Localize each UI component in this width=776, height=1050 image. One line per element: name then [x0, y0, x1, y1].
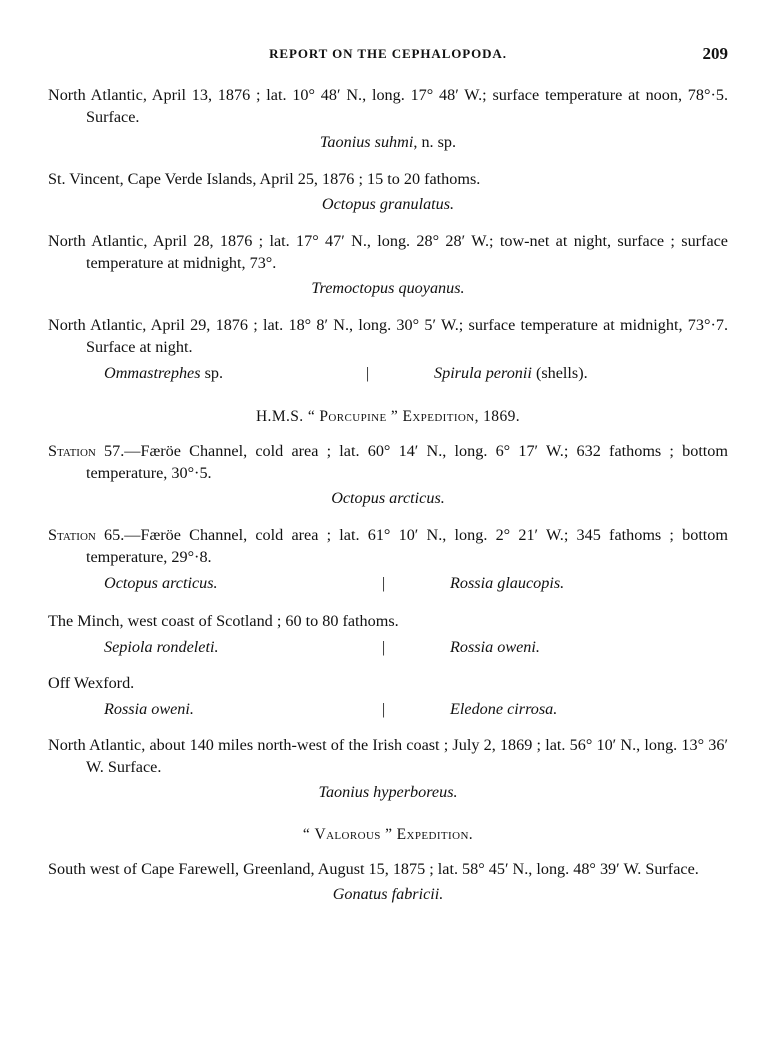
species-name: Taonius hyperboreus.	[318, 783, 458, 801]
section-heading-suffix: ” Expedition.	[380, 826, 474, 843]
species-name: Taonius suhmi	[319, 133, 414, 151]
species-left: Rossia oweni.	[104, 700, 194, 718]
section-heading-porcupine	[48, 408, 728, 426]
locality-text: North Atlantic, April 13, 1876 ; lat. 10° 48′ N., long. 17° 48′ W.; surface temperature at noon, 78°·5. Surface.	[48, 86, 728, 126]
running-title: REPORT ON THE CEPHALOPODA.	[269, 46, 507, 61]
species-line	[48, 276, 728, 300]
station-entry	[48, 314, 728, 386]
station-entry	[48, 440, 728, 510]
page-number: 209	[702, 44, 728, 63]
species-separator: |	[366, 364, 370, 382]
species-pair	[48, 570, 728, 596]
species-pair	[48, 696, 728, 722]
species-name: Octopus granulatus.	[321, 195, 455, 213]
station-entry	[48, 672, 728, 722]
running-head	[0, 44, 776, 66]
species-suffix: , n. sp.	[413, 133, 457, 151]
section-heading-suffix: ” Expedition, 1869.	[386, 408, 521, 425]
locality-text: The Minch, west coast of Scotland ; 60 to 80 fathoms.	[48, 612, 399, 630]
species-right: Rossia oweni.	[450, 638, 540, 656]
species-right: Eledone cirrosa.	[450, 700, 558, 718]
species-name: Spirula peronii	[434, 364, 532, 382]
species-left	[104, 360, 223, 386]
species-line	[48, 882, 728, 906]
station-entry	[48, 524, 728, 596]
species-left: Sepiola rondeleti.	[104, 638, 219, 656]
station-entry	[48, 168, 728, 216]
section-heading-name: Porcupine	[319, 408, 387, 425]
locality-text	[48, 440, 728, 484]
locality-text: St. Vincent, Cape Verde Islands, April 25, 1876 ; 15 to 20 fathoms.	[48, 170, 481, 188]
species-line	[48, 780, 728, 804]
species-separator: |	[382, 574, 386, 592]
station-entry	[48, 858, 728, 906]
species-right: Rossia glaucopis.	[450, 574, 565, 592]
section-heading-name: Valorous	[314, 826, 381, 843]
species-name: Tremoctopus quoyanus.	[311, 279, 465, 297]
station-entry	[48, 84, 728, 154]
locality-text: South west of Cape Farewell, Greenland, August 15, 1875 ; lat. 58° 45′ N., long. 48° 39′ W. Surface.	[48, 860, 699, 878]
section-heading-prefix: H.M.S. “	[255, 408, 320, 425]
station-label: Station	[48, 442, 96, 460]
locality-text: North Atlantic, April 28, 1876 ; lat. 17° 47′ N., long. 28° 28′ W.; tow-net at night, surface ; surface temperature at midnight, 73°.	[48, 232, 728, 272]
locality-detail: 65.—Færöe Channel, cold area ; lat. 61° 10′ N., long. 2° 21′ W.; 345 fathoms ; bottom temperature, 29°·8.	[86, 526, 728, 566]
station-entry	[48, 734, 728, 804]
species-name: Octopus arcticus.	[331, 489, 445, 507]
locality-text: North Atlantic, about 140 miles north-west of the Irish coast ; July 2, 1869 ; lat. 56° 10′ N., long. 13° 36′ W. Surface.	[48, 736, 728, 776]
section-heading-prefix: “	[302, 826, 315, 843]
species-line	[48, 130, 728, 154]
species-pair	[48, 360, 728, 386]
species-line	[48, 486, 728, 510]
species-name: Ommastrephes	[104, 364, 201, 382]
species-pair	[48, 634, 728, 660]
section-heading-valorous	[48, 826, 728, 844]
species-suffix: (shells).	[531, 364, 588, 382]
locality-text: North Atlantic, April 29, 1876 ; lat. 18° 8′ N., long. 30° 5′ W.; surface temperature at midnight, 73°·7. Surface at night.	[48, 316, 728, 356]
locality-detail: 57.—Færöe Channel, cold area ; lat. 60° 14′ N., long. 6° 17′ W.; 632 fathoms ; bottom temperature, 30°·5.	[86, 442, 728, 482]
page-content	[48, 84, 728, 920]
species-line	[48, 192, 728, 216]
species-separator: |	[382, 638, 386, 656]
species-suffix: sp.	[200, 364, 224, 382]
locality-text: Off Wexford.	[48, 674, 135, 692]
station-entry	[48, 230, 728, 300]
station-entry	[48, 610, 728, 660]
species-right	[434, 360, 588, 386]
locality-text	[48, 524, 728, 568]
species-separator: |	[382, 700, 386, 718]
species-left: Octopus arcticus.	[104, 574, 218, 592]
species-name: Gonatus fabricii.	[332, 885, 444, 903]
station-label: Station	[48, 526, 96, 544]
